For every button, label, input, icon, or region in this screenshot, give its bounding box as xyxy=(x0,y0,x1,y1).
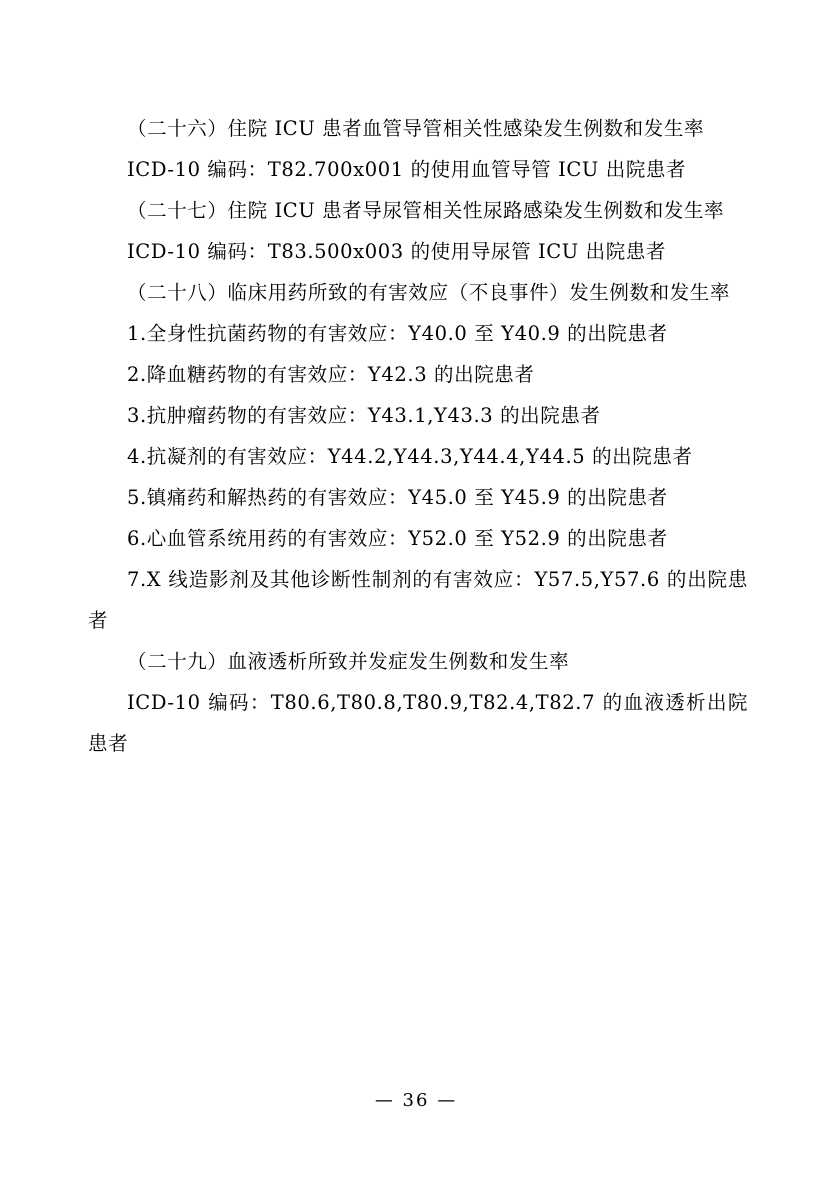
paragraph-heading-29: （二十九）血液透析所致并发症发生例数和发生率 xyxy=(127,650,570,673)
footer-dash-right: — xyxy=(437,1090,458,1111)
paragraph-icd-27: ICD-10 编码：T83.500x003 的使用导尿管 ICU 出院患者 xyxy=(127,240,667,263)
paragraph-heading-26: （二十六）住院 ICU 患者血管导管相关性感染发生例数和发生率 xyxy=(127,117,705,140)
paragraph-item-28-7: 7.X 线造影剂及其他诊断性制剂的有害效应：Y57.5,Y57.6 的出院患者 xyxy=(88,568,748,632)
paragraph-item-28-1: 1.全身性抗菌药物的有害效应：Y40.0 至 Y40.9 的出院患者 xyxy=(127,322,668,345)
page-footer xyxy=(0,1090,832,1111)
paragraph-item-28-4: 4.抗凝剂的有害效应：Y44.2,Y44.3,Y44.4,Y44.5 的出院患者 xyxy=(127,445,693,468)
paragraph-heading-27: （二十七）住院 ICU 患者导尿管相关性尿路感染发生例数和发生率 xyxy=(127,199,725,222)
paragraph-item-28-6: 6.心血管系统用药的有害效应：Y52.0 至 Y52.9 的出院患者 xyxy=(127,527,668,550)
document-body xyxy=(88,108,748,764)
paragraph-heading-28: （二十八）临床用药所致的有害效应（不良事件）发生例数和发生率 xyxy=(127,281,731,304)
paragraph-icd-29: ICD-10 编码：T80.6,T80.8,T80.9,T82.4,T82.7 的血液透析出院患者 xyxy=(88,691,748,755)
paragraph-item-28-5: 5.镇痛药和解热药的有害效应：Y45.0 至 Y45.9 的出院患者 xyxy=(127,486,668,509)
paragraph-item-28-2: 2.降血糖药物的有害效应：Y42.3 的出院患者 xyxy=(127,363,535,386)
paragraph-item-28-3: 3.抗肿瘤药物的有害效应：Y43.1,Y43.3 的出院患者 xyxy=(127,404,601,427)
paragraph-icd-26: ICD-10 编码：T82.700x001 的使用血管导管 ICU 出院患者 xyxy=(127,158,687,181)
page-number: 36 xyxy=(402,1090,430,1111)
footer-dash-left: — xyxy=(374,1090,395,1111)
